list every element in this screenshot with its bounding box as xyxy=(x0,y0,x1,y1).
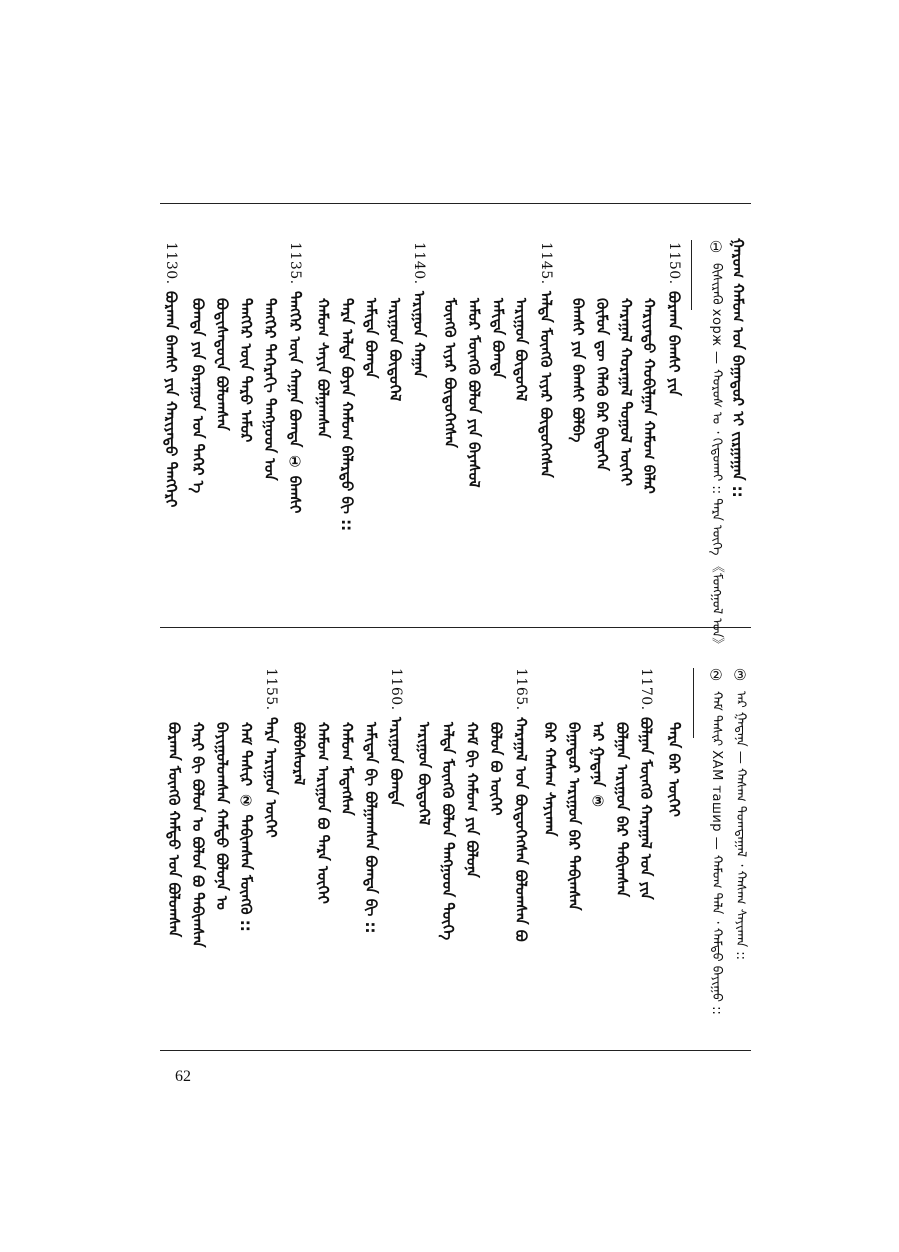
verse-text: ᠬᠠᠮ ᠪᠢ ᠬᠠᠮᠤᠭ ᠶᠢᠨ ᠪᠣᠯᠤᠨᠠ xyxy=(463,722,481,878)
verse-line xyxy=(387,668,405,806)
line-number: 1130. xyxy=(163,242,179,285)
verse-text: ᠪᠣᠯᠪᠠᠰᠤᠷᠠᠯ xyxy=(290,722,308,786)
verse-text: ᠬᠠᠷᠢ ᠪᠢ ᠪᠣᠯᠤᠨ ᠤ ᠪᠣᠯᠤᠨ ᠪᠣ ᠲᠠᠪᠢᠭᠰᠠᠨ xyxy=(189,722,207,948)
verse-line xyxy=(338,716,356,816)
line-number: 1170. xyxy=(638,668,654,711)
verse-line xyxy=(362,716,380,934)
verse-line xyxy=(362,292,380,378)
verse-text: ᠲᠡᠷᠡ ᠠᠷᠢᠭᠤᠨ ᠦᠭᠡᠢ xyxy=(262,716,280,838)
verse-text: ᠪᠠᠷ ᠬᠠᠰᠠᠭ ᠰᠠᠶᠢᠬᠠᠨ xyxy=(541,722,559,837)
verse-text: ᠬᠦᠮᠦᠨ ᠳᠦ ᠬᠡᠯᠡᠬᠦ ᠪᠡᠷ ᠪᠢᠳᠡᠬᠡᠨ xyxy=(593,298,611,471)
line-number: 1145. xyxy=(538,242,554,285)
verse-text: ᠠᠮᠢᠳᠠᠨ ᠪᠢ ᠪᠣᠯᠭᠠᠭᠰᠠᠨ ᠪᠣᠭᠳᠠ ᠪᠢ :: xyxy=(362,722,380,934)
verse-text: ᠪᠠᠭᠠᠲᠤᠷ ᠠᠷᠢᠭᠤᠨ ᠪᠡᠷ ᠲᠠᠪᠢᠭᠰᠠᠨ xyxy=(565,722,583,911)
verse-line xyxy=(512,668,530,941)
lower-footnote-rule xyxy=(693,668,694,738)
verse-text: ᠠᠷ ᠭᠠᠳᠠᠨᠠ ③ xyxy=(589,722,607,810)
verse-text: ᠠᠮᠤᠷ ᠮᠥᠩᠭᠦ ᠪᠣᠯᠤᠨ ᠶᠢᠨ ᠪᠠᠶᠠᠰᠤᠯ xyxy=(465,298,483,488)
verse-line xyxy=(537,242,555,477)
footnote-text-3: ᠠᠷ ᠭᠠᠳᠠᠨᠠ — ᠬᠠᠰᠠᠭ ᠲᠣᠭᠲᠠᠭᠠᠯ ᠂ ᠬᠠᠰᠠᠭ ᠰᠠᠶᠢᠬᠠᠨ :: xyxy=(733,690,748,960)
verse-line xyxy=(441,292,459,448)
verse-line xyxy=(463,716,481,878)
verse-text: ᠪᠤᠷᠬᠠᠨ ᠪᠠᠭᠰᠢ ᠶᠢᠨ xyxy=(665,290,683,396)
verse-line xyxy=(569,292,587,442)
verse-text: ᠬᠠᠷᠠᠭᠠᠯ ᠬᠤᠷᠠᠭᠠᠯ ᠲᠣᠭᠤᠯ ᠦᠭᠡᠢ xyxy=(617,298,635,486)
verse-line xyxy=(465,292,483,488)
verse-text: ᠬᠠᠷᠢᠶᠠᠲᠤ ᠬᠤᠪᠢᠯᠭᠠᠨ ᠬᠠᠮᠤᠭ ᠪᠠᠯᠠᠷ xyxy=(640,298,658,494)
verse-text: ᠲᠡᠷᠡ ᠠᠯᠲᠠ ᠪᠣᠶᠠᠨ ᠬᠠᠮᠤᠭ ᠪᠠᠯᠠᠷᠳᠤ ᠪᠢ :: xyxy=(338,298,356,532)
verse-line xyxy=(415,716,433,825)
verse-text: ᠲᠡᠩᠭᠡᠷ ᠦᠨ ᠬᠠᠭᠠᠨ ᠪᠣᠭᠳᠠ ① ᠪᠠᠭᠰᠢ xyxy=(286,290,304,514)
verse-line xyxy=(487,716,505,816)
line-number: 1160. xyxy=(388,668,404,711)
verse-text: ᠲᠡᠩᠭᠡᠷ ᠳᠡᠭᠡᠷᠡᠬᠢ ᠲᠠᠩᠭᠤᠳ ᠤᠨ xyxy=(261,298,279,481)
footnote-marker-3: ③ xyxy=(731,666,749,685)
line-number: 1140. xyxy=(411,242,427,285)
verse-line xyxy=(237,716,255,932)
line-number: 1155. xyxy=(263,668,279,711)
line-number: 1150. xyxy=(666,242,682,285)
verse-line xyxy=(213,716,231,910)
verse-line xyxy=(439,716,457,940)
verse-text: ᠲᠡᠩᠭᠡᠷ ᠦᠨ ᠳᠠᠷᠤ ᠠᠮᠤᠷ xyxy=(237,298,255,443)
verse-text: ᠪᠣᠯᠤᠨ ᠪᠤ ᠦᠭᠡᠢ xyxy=(487,722,505,816)
verse-line xyxy=(189,716,207,948)
verse-line xyxy=(261,292,279,481)
top-rule xyxy=(160,203,751,204)
verse-line xyxy=(165,716,183,937)
verse-text: ᠪᠤᠷᠬᠠᠨ ᠮᠥᠩᠭᠦ ᠬᠠᠮᠲᠤ ᠤᠨ ᠪᠣᠯᠤᠭᠰᠠᠨ xyxy=(165,722,183,938)
verse-text: ᠲᠡᠷᠡ ᠪᠡᠷ ᠦᠭᠡᠢ xyxy=(665,722,683,817)
verse-line xyxy=(617,292,635,486)
verse-line xyxy=(290,716,308,785)
verse-text: ᠠᠷᠢᠭᠤᠨ ᠬᠠᠭᠠᠨ xyxy=(410,290,428,378)
verse-text: ᠪᠠᠭᠰᠢ ᠶᠢᠨ ᠪᠠᠭᠰᠢ ᠪᠣᠯᠪᠠ xyxy=(569,298,587,443)
upper-footnote-1 xyxy=(707,238,725,651)
verse-text: ᠪᠣᠯᠭᠠᠨ ᠠᠷᠢᠭᠤᠨ ᠪᠡᠷ ᠲᠠᠪᠢᠭᠰᠠᠨ xyxy=(613,722,631,897)
footnote-text-1: ᠪᠢᠰᠢᠷᠡᠬᠦ xорж — ᠬᠣᠷᠤᠰ ᠤ ᠂ ᠬᠢᠳᠤᠬᠠᠢ :: ᠲᠡᠷᠡ ᠦᠭᠡ 《ᠮᠣᠩᠭᠣᠯ ᠤᠨ》 xyxy=(709,262,724,651)
verse-text: ᠬᠠᠮᠤᠭ ᠮᠡᠳᠡᠭᠰᠡᠨ xyxy=(338,722,356,816)
verse-text: ᠠᠷᠢᠭᠤᠨ ᠪᠣᠭᠳᠠ xyxy=(387,716,405,807)
verse-line xyxy=(189,292,207,493)
verse-text: ᠠᠯᠲᠠ ᠮᠥᠩᠭᠦ ᠢᠶᠠᠷ ᠪᠦᠲᠦᠭᠡᠭᠰᠡᠨ xyxy=(537,290,555,478)
verse-text: ᠠᠮᠢᠳᠠ ᠪᠣᠭᠳᠠ xyxy=(489,298,507,379)
footnote-text-2: ᠬᠠᠮ ᠲᠠᠰᠢᠷ ХАМ ташир — ᠬᠠᠮᠤᠭ ᠲᠠᠯᠠ ᠂ ᠬᠠᠮᠲᠤ ᠪᠠᠶᠢᠭᠤ :: xyxy=(709,690,724,1015)
verse-text: ᠬᠠᠮᠤᠭ ᠠᠷᠢᠭᠤᠨ ᠪᠤ ᠲᠡᠷᠡ ᠦᠭᠡᠢ xyxy=(314,722,332,904)
verse-line xyxy=(541,716,559,836)
page-number: 62 xyxy=(175,1068,191,1085)
verse-line xyxy=(613,716,631,897)
verse-text: ᠪᠣᠭᠳᠠ ᠶᠢᠨ ᠪᠠᠷᠠᠭᠤᠨ ᠤᠨ ᠳᠡᠭᠡᠷ ᠡ xyxy=(189,298,207,494)
verse-line xyxy=(162,242,180,507)
verse-text: ᠠᠮᠢᠳᠠ ᠪᠣᠭᠳᠠ xyxy=(362,298,380,379)
verse-line xyxy=(410,242,428,377)
verse-text: ᠬᠠᠮ ᠲᠠᠰᠢᠷ ② ᠲᠠᠪᠢᠭᠰᠠᠨ ᠮᠥᠩᠭᠦ :: xyxy=(237,722,255,932)
verse-line xyxy=(565,716,583,911)
verse-line xyxy=(314,292,332,438)
verse-text: ᠮᠥᠩᠭᠦ ᠢᠶᠠᠷ ᠪᠦᠲᠦᠭᠡᠭᠰᠡᠨ xyxy=(441,298,459,448)
verse-text: ᠠᠷᠢᠭᠤᠨ ᠪᠦᠲᠦᠭᠡᠯ xyxy=(415,722,433,826)
line-number: 1135. xyxy=(287,242,303,285)
verse-text: ᠪᠣᠳᠢᠰᠠᠳᠤᠸᠠ ᠪᠣᠯᠤᠭᠰᠠᠨ xyxy=(213,298,231,431)
verse-line xyxy=(665,242,683,395)
bottom-rule xyxy=(160,1050,751,1051)
verse-text: ᠪᠤᠷᠬᠠᠨ ᠪᠠᠭᠰᠢ ᠶᠢᠨ ᠬᠠᠷᠢᠶᠠᠲᠤ ᠲᠡᠩᠭᠡᠷᠢ xyxy=(162,290,180,508)
verse-text: ᠪᠣᠯᠭᠠᠨ ᠮᠥᠩᠭᠦ ᠬᠠᠷᠠᠭᠠᠯ ᠤᠨ ᠶᠢᠨ xyxy=(637,716,655,900)
verse-line xyxy=(640,292,658,494)
verse-text: ᠬᠠᠷᠠᠭᠠᠯ ᠤᠨ ᠪᠦᠲᠦᠭᠡᠭᠰᠡᠨ ᠪᠣᠯᠤᠭᠰᠠᠨ ᠪᠤ xyxy=(512,716,530,942)
verse-line xyxy=(489,292,507,378)
footnote-marker-1: ① xyxy=(707,238,725,257)
verse-line xyxy=(512,292,530,401)
line-number: 1165. xyxy=(513,668,529,711)
verse-line xyxy=(665,716,683,817)
verse-line xyxy=(213,292,231,431)
verse-text: ᠠᠷᠢᠭᠤᠨ ᠪᠦᠲᠦᠭᠡᠯ xyxy=(386,298,404,402)
verse-line xyxy=(262,668,280,837)
verse-text: ᠬᠠᠮᠤᠭ ᠰᠠᠶᠢᠨ ᠪᠣᠯᠭᠠᠭᠰᠠᠨ xyxy=(314,298,332,438)
verse-text: ᠠᠷᠢᠭᠤᠨ ᠪᠦᠲᠦᠭᠡᠯ xyxy=(512,298,530,402)
upper-header-text: ᠭᠠᠷᠤᠭ ᠬᠠᠮᠤᠭ ᠤᠨ ᠪᠠᠭᠠᠲᠤᠷ ᠢ ᠵᠢᠷᠭᠠᠭᠠᠨ :: xyxy=(729,238,747,498)
lower-footnote-2 xyxy=(707,666,725,1014)
verse-line xyxy=(637,668,655,899)
verse-text: ᠪᠠᠶᠢᠭᠤᠯᠤᠭᠰᠠᠨ ᠬᠠᠮᠲᠤ ᠪᠣᠯᠤᠨᠠ ᠣ xyxy=(213,722,231,910)
upper-header xyxy=(729,238,747,498)
verse-line xyxy=(593,292,611,471)
verse-line xyxy=(338,292,356,531)
verse-line xyxy=(314,716,332,904)
verse-line xyxy=(237,292,255,442)
verse-line xyxy=(386,292,404,401)
verse-line xyxy=(286,242,304,513)
middle-rule xyxy=(160,627,751,628)
lower-footnote-3 xyxy=(731,666,749,960)
footnote-marker-2: ② xyxy=(707,666,725,685)
verse-line xyxy=(589,716,607,810)
upper-footnote-rule xyxy=(691,240,692,310)
verse-text: ᠠᠯᠲᠠ ᠮᠥᠩᠭᠦ ᠪᠣᠯᠤᠨ ᠲᠠᠩᠭᠤᠳ ᠲᠦᠭᠡ xyxy=(439,722,457,941)
